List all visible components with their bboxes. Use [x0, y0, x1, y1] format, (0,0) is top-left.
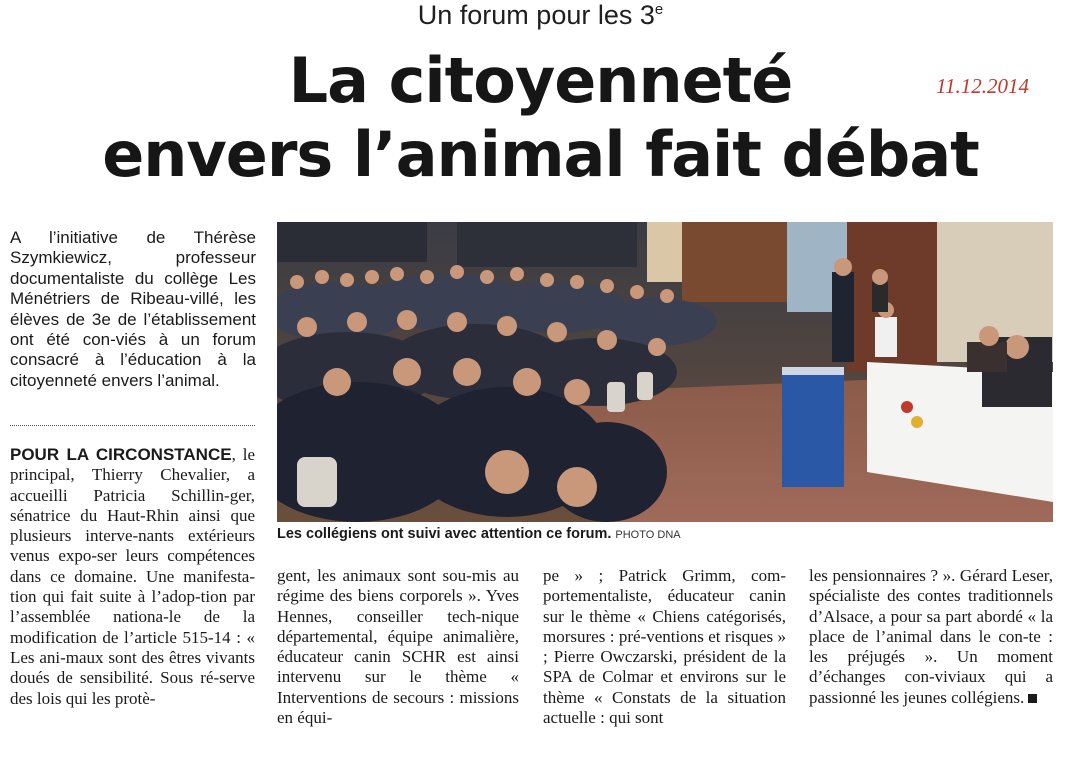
intro-separator: [10, 425, 255, 426]
photo-caption: Les collégiens ont suivi avec attention ce forum. PHOTO DNA: [277, 526, 681, 542]
body-column-4: les pensionnaires ? ». Gérard Leser, spécialiste des contes traditionnels d’Alsace, a pour sa part abordé « la place de l’animal dans le con-te : les préjugés ». Un moment d’échanges con-viviaux qui a passionné les jeunes collégiens.: [809, 566, 1053, 707]
article-photo: [277, 222, 1053, 522]
end-mark: [1028, 694, 1037, 703]
kicker: Un forum pour les 3e: [417, 0, 664, 30]
forum-audience-illustration: [277, 222, 1053, 522]
body-column-1: POUR LA CIRCONSTANCE, le principal, Thierry Chevalier, a accueilli Patricia Schillin-ger, sénatrice du Haut-Rhin ainsi que plusieurs interve-nants extérieurs venus expo-ser leurs compétences dans ce domaine. Une manifesta-tion qui fait suite à l’adop-tion par l’assemblée nationa-le de la modification de l’article 515-14 : « Les ani-maux sont des êtres vivants doués de sensibilité. Sous ré-serve des lois qui les protè-: [10, 445, 255, 708]
body-column-3: pe » ; Patrick Grimm, com-portementaliste, éducateur canin sur le thème « Chiens catégorisés, morsures : pré-ventions et risques » ; Pierre Owczarski, président de la SPA de Colmar et environs sur le thème « Constats de la situation actuelle : qui sont: [543, 566, 786, 728]
headline-line-1: La citoyenneté: [288, 44, 793, 117]
photo-credit: PHOTO DNA: [615, 529, 681, 541]
publication-date: 11.12.2014: [936, 74, 1029, 98]
lead-in: POUR LA CIRCONSTANCE: [10, 445, 232, 464]
body-column-2: gent, les animaux sont sou-mis au régime des biens corporels ». Yves Hennes, conseiller tech-nique départemental, équipe animalière, éducateur canin SCHR est ainsi intervenu sur le thème « Interventions de secours : missions en équi-: [277, 566, 519, 728]
headline-line-2: envers l’animal fait débat: [102, 118, 979, 191]
intro-paragraph: A l’initiative de Thérèse Szymkiewicz, professeur documentaliste du collège Les Ménétriers de Ribeau-villé, les élèves de 3e de l’établissement ont été con-viés à un forum consacré à l’éducation à la citoyenneté envers l’animal.: [10, 228, 256, 390]
